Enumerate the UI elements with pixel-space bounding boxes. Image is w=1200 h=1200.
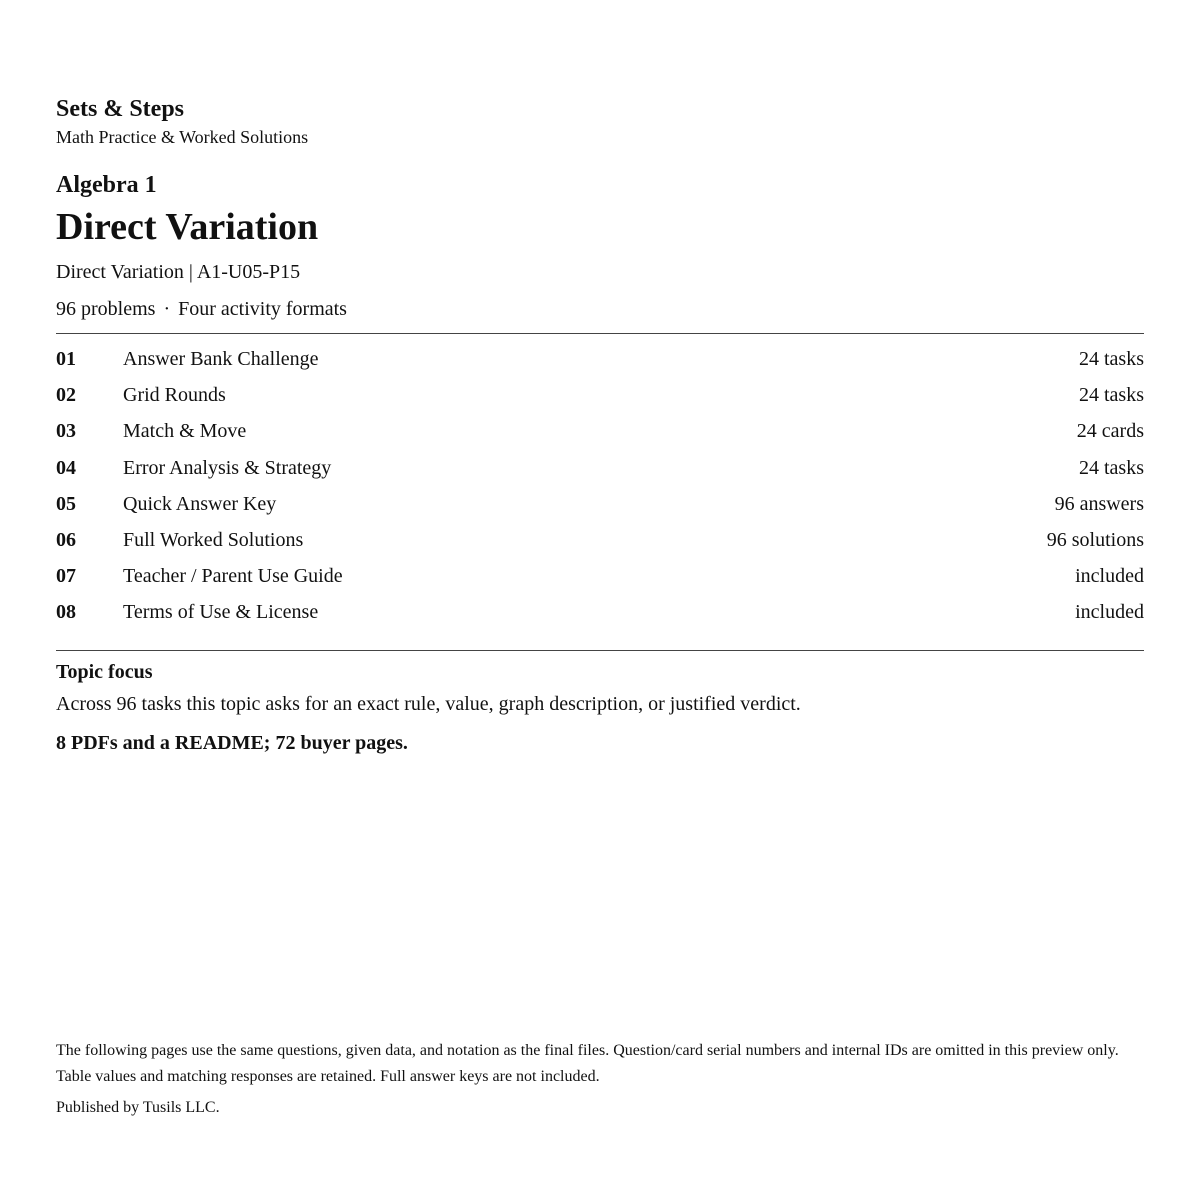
contents-label: Error Analysis & Strategy xyxy=(123,456,332,479)
contents-count: 96 solutions xyxy=(1046,528,1144,551)
course-name: Algebra 1 xyxy=(56,172,157,198)
contents-number: 08 xyxy=(56,601,76,624)
brand-name: Sets & Steps xyxy=(56,96,185,122)
contents-number: 05 xyxy=(56,492,76,515)
contents-label: Grid Rounds xyxy=(123,384,226,407)
contents-label: Match & Move xyxy=(123,420,247,443)
contents-label: Terms of Use & License xyxy=(123,601,319,624)
files-summary: 8 PDFs and a README; 72 buyer pages. xyxy=(56,732,408,754)
contents-row xyxy=(56,595,1144,631)
contents-number: 07 xyxy=(56,565,76,588)
brand-tagline: Math Practice & Worked Solutions xyxy=(56,127,309,147)
contents-number: 03 xyxy=(56,420,76,443)
contents-label: Answer Bank Challenge xyxy=(123,348,319,370)
meta-separator: · xyxy=(163,298,171,320)
contents-count: 24 tasks xyxy=(1079,384,1144,407)
page-title: Direct Variation xyxy=(56,206,319,248)
contents-row xyxy=(56,523,1144,559)
contents-number: 04 xyxy=(56,456,76,479)
contents-row xyxy=(56,451,1144,487)
contents-count: 24 tasks xyxy=(1079,456,1144,479)
topic-focus-heading: Topic focus xyxy=(56,661,153,683)
contents-count: 96 answers xyxy=(1054,492,1144,515)
contents-count: 24 tasks xyxy=(1079,348,1144,370)
publisher-line: Published by Tusils LLC. xyxy=(56,1099,220,1116)
contents-row xyxy=(56,487,1144,523)
contents-count: 24 cards xyxy=(1076,420,1144,443)
contents-row xyxy=(56,414,1144,450)
contents-count: included xyxy=(1075,601,1144,624)
contents-row xyxy=(56,342,1144,378)
topic-focus-text: Across 96 tasks this topic asks for an exact rule, value, graph description, or justified verdict. xyxy=(56,693,801,715)
divider-top xyxy=(56,333,1144,334)
contents-label: Full Worked Solutions xyxy=(123,528,304,551)
preview-page xyxy=(56,0,1144,1200)
preview-notice: The following pages use the same questions, given data, and notation as the final files. Question/card serial numbers and internal IDs are omitted in this preview only. Table values and matching responses are retained. Full answer keys are not included. xyxy=(56,1042,1119,1085)
contents-count: included xyxy=(1075,565,1144,588)
activity-formats: Four activity formats xyxy=(178,298,347,320)
contents-number: 01 xyxy=(56,348,76,370)
contents-row xyxy=(56,559,1144,595)
product-meta xyxy=(56,296,347,322)
problem-count: 96 problems xyxy=(56,298,156,320)
contents-label: Teacher / Parent Use Guide xyxy=(123,565,343,588)
contents-label: Quick Answer Key xyxy=(123,492,277,515)
divider-bottom xyxy=(56,650,1144,651)
contents-row xyxy=(56,378,1144,414)
contents-number: 02 xyxy=(56,384,76,407)
contents-number: 06 xyxy=(56,528,76,551)
contents-list xyxy=(56,342,1144,632)
product-code-line: Direct Variation | A1-U05-P15 xyxy=(56,261,301,283)
